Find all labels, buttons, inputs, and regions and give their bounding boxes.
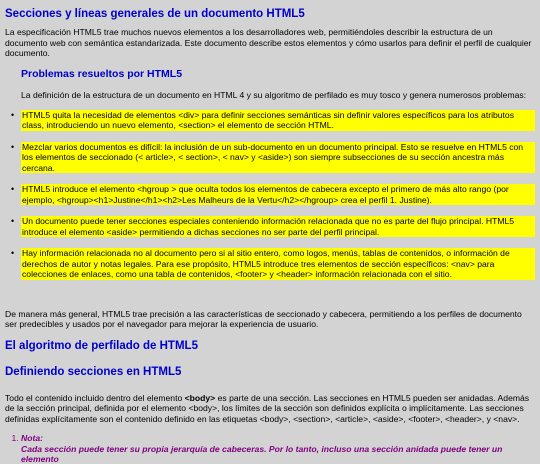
body-tag-bold: <body> bbox=[184, 392, 216, 403]
problems-heading: Problemas resueltos por HTML5 bbox=[21, 68, 183, 81]
content-paragraph bbox=[5, 393, 535, 424]
problem-item: • HTML5 quita la necesidad de elementos <div> para definir secciones semánticas sin definir valores específicos para los atributos class, introduciendo un nuevo elemento, <section> el elemento de sección HTML. bbox=[21, 110, 535, 131]
problem-item: • Un documento puede tener secciones especiales conteniendo información relacionada que no es parte del flujo principal. HTML5 introduce el elemento <aside> permitiendo a dichas secciones no ser parte del perfil principal. bbox=[21, 216, 535, 237]
problem-item: • HTML5 introduce el elemento <hgroup > que oculta todos los elementos de cabecera excepto el primero de más alto rango (por ejemplo, <hgroup><h1>Justine</h1><h2>Les Malheurs de la Vertu</h2></hgroup> crea el perfil 1. Justine). bbox=[21, 184, 535, 205]
content-paragraph-start: Todo el contenido incluido dentro del elemento bbox=[5, 392, 185, 403]
notes-list bbox=[5, 433, 535, 464]
note-item bbox=[21, 433, 535, 464]
intro-paragraph: La especificación HTML5 trae muchos nuevos elementos a los desarrolladores web, permitiéndoles describir la estructura de un documento web con semántica estandarizada. Este documento describe estos elementos y cómo usarlos para definir el perfil de cualquier documento. bbox=[5, 27, 532, 58]
defining-sections-heading: Definiendo secciones en HTML5 bbox=[5, 365, 182, 378]
page-title: Secciones y líneas generales de un documento HTML5 bbox=[5, 8, 305, 20]
problem-item: • Hay información relacionada no al documento pero si al sitio entero, como logos, menús, tablas de contenidos, o información de derechos de autor y notas legales. Para ese propósito, HTML5 introduce tres elementos de sección específicos: <nav> para colecciones de enlaces, como una tabla de contenidos, <footer> y <header> información relacionada con el sitio. bbox=[21, 248, 535, 279]
problems-intro-paragraph: La definición de la estructura de un documento en HTML 4 y su algoritmo de perfilado es muy tosco y genera numerosos problemas: bbox=[21, 90, 527, 101]
problems-list bbox=[5, 110, 535, 280]
content-paragraph-end: es parte de una sección. Las secciones en HTML5 pueden ser anidadas. Además de la sección principal, definida por el elemento <body>, los límites de la sección son definidos explícita o implícitamente. Las secciones definidas explícitamente son el contenido definido en las etiquetas <body>, <section>, <article>, <aside>, <footer>, <header>, y <nav>. bbox=[5, 392, 530, 424]
note-text: Cada sección puede tener su propia jerarquía de cabeceras. Por lo tanto, incluso una sección anidada puede tener un elemento bbox=[21, 443, 503, 464]
problem-item: • Mezclar varios documentos es difícil: la inclusión de un sub-documento en un documento principal. Esto se resuelve en HTML5 con los elementos de seccionado (< article>, < section>, < nav> y <aside>) son siempre subsecciones de su sección ancestra más cercana. bbox=[21, 142, 535, 173]
note-label: Nota: bbox=[21, 433, 43, 444]
algorithm-heading: El algoritmo de perfilado de HTML5 bbox=[5, 339, 198, 352]
generic-paragraph: De manera más general, HTML5 trae precisión a las características de seccionado y cabecera, permitiendo a los perfiles de documento ser predecibles y usados por el navegador para mejorar la experiencia de usuario. bbox=[5, 308, 522, 330]
